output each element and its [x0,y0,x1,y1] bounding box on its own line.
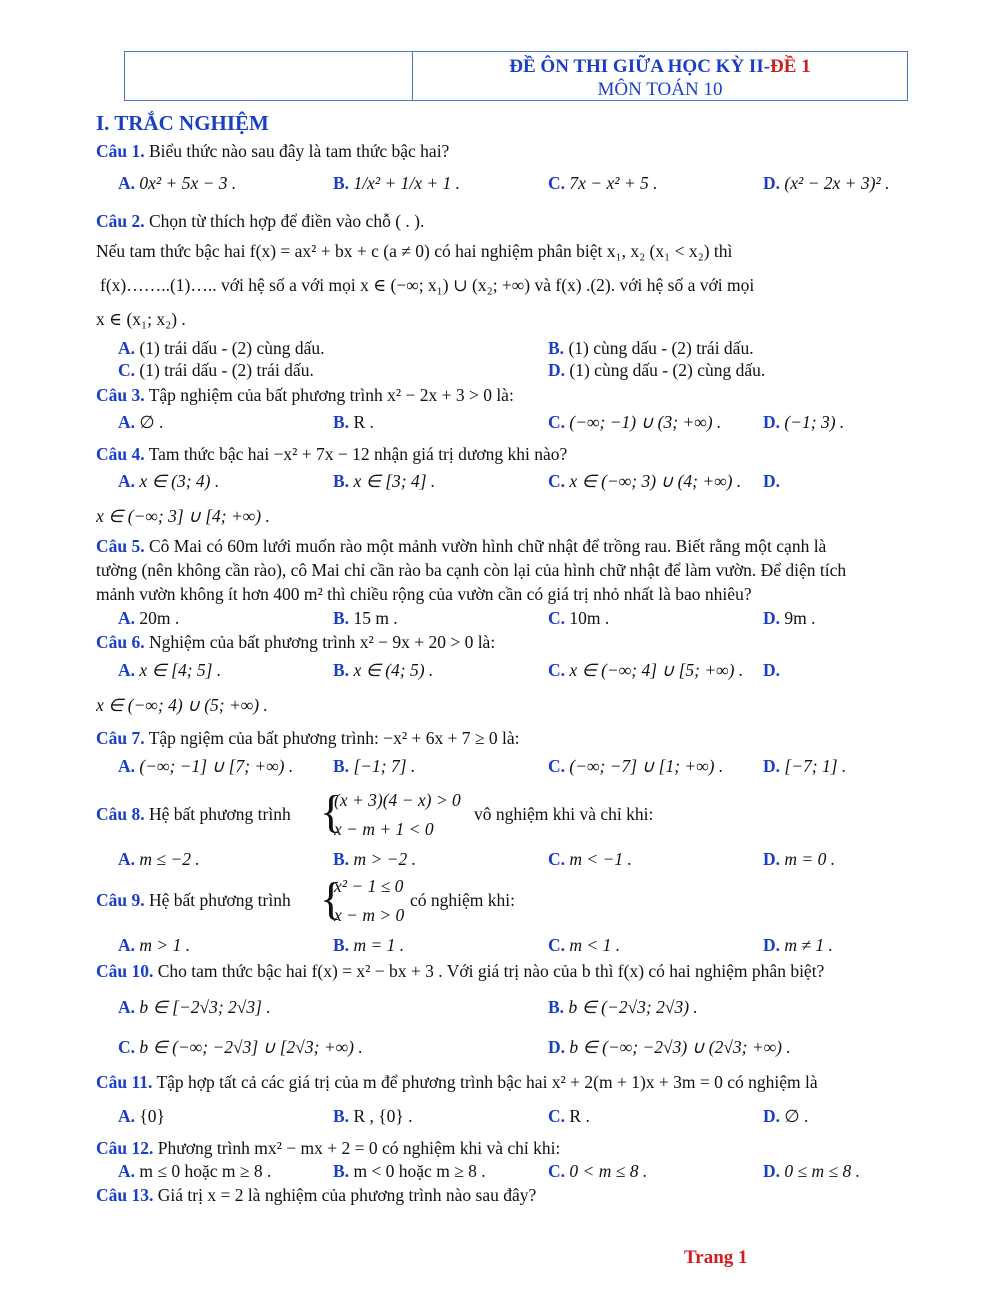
q1-option-d: D. (x² − 2x + 3)² . [763,173,890,193]
q9-system-2: x − m > 0 [334,905,405,925]
q9-system-1: x² − 1 ≤ 0 [334,876,404,896]
q11-option-a: A. {0} [118,1106,165,1126]
exam-subtitle: MÔN TOÁN 10 [597,79,723,100]
q7-option-c: C. (−∞; −7] ∪ [1; +∞) . [548,756,724,776]
exam-title: ĐỀ ÔN THI GIỮA HỌC KỲ II-ĐỀ 1 [509,56,811,77]
q2-option-d: D. (1) cùng dấu - (2) cùng dấu. [548,360,766,380]
question-12: Câu 12. Phương trình mx² − mx + 2 = 0 có nghiệm khi và chỉ khi: [96,1138,561,1158]
q8-post: vô nghiệm khi và chỉ khi: [474,804,654,824]
q8-option-b: B. m > −2 . [333,849,416,869]
q3-option-d: D. (−1; 3) . [763,412,845,432]
q7-option-b: B. [−1; 7] . [333,756,416,776]
q10-option-d: D. b ∈ (−∞; −2√3) ∪ (2√3; +∞) . [548,1037,791,1057]
question-2: Câu 2. Chọn từ thích hợp để điền vào chỗ ( . ). [96,211,425,231]
q12-option-b: B. m < 0 hoặc m ≥ 8 . [333,1161,486,1181]
question-4: Câu 4. Tam thức bậc hai −x² + 7x − 12 nhận giá trị dương khi nào? [96,444,568,464]
q9-option-b: B. m = 1 . [333,935,405,955]
q11-option-d: D. ∅ . [763,1106,809,1126]
q12-option-d: D. 0 ≤ m ≤ 8 . [763,1161,860,1181]
q5-option-b: B. 15 m . [333,608,398,628]
q5-option-c: C. 10m . [548,608,610,628]
q5-option-d: D. 9m . [763,608,816,628]
q6-option-a: A. x ∈ [4; 5] . [118,660,222,680]
q5-line-3: mảnh vườn không ít hơn 400 m² thì chiều rộng của vườn cần có giá trị nhỏ nhất là bao nhiêu? [96,584,752,604]
q9-post: có nghiệm khi: [410,890,515,910]
question-9: Câu 9. Hệ bất phương trình [96,890,291,910]
q1-option-b: B. 1/x² + 1/x + 1 . [333,173,461,193]
q9-option-c: C. m < 1 . [548,935,621,955]
q4-option-d: x ∈ (−∞; 3] ∪ [4; +∞) . [96,506,270,526]
q8-option-a: A. m ≤ −2 . [118,849,200,869]
q3-option-a: A. ∅ . [118,412,164,432]
q4-option-b: B. x ∈ [3; 4] . [333,471,436,491]
question-3: Câu 3. Tập nghiệm của bất phương trình x² − 2x + 3 > 0 là: [96,385,514,405]
q4-option-c: C. x ∈ (−∞; 3) ∪ (4; +∞) . [548,471,742,491]
q8-system-1: (x + 3)(4 − x) > 0 [334,790,461,810]
q6-option-c: C. x ∈ (−∞; 4] ∪ [5; +∞) . [548,660,744,680]
q2-line-2: f(x)……..(1)….. với hệ số a với mọi x ∈ (−∞; x₁) ∪ (x₂; +∞) và f(x) .(2). với hệ số a với mọi [100,275,755,295]
q3-option-c: C. (−∞; −1) ∪ (3; +∞) . [548,412,722,432]
question-1: Câu 1. Biểu thức nào sau đây là tam thức bậc hai? [96,141,450,161]
question-13: Câu 13. Giá trị x = 2 là nghiệm của phương trình nào sau đây? [96,1185,537,1205]
q2-line-1: Nếu tam thức bậc hai f(x) = ax² + bx + c (a ≠ 0) có hai nghiệm phân biệt x₁, x₂ (x₁ < x₂) thì [96,241,733,261]
q2-option-c: C. (1) trái dấu - (2) trái dấu. [118,360,314,380]
q9-option-a: A. m > 1 . [118,935,191,955]
q3-option-b: B. R . [333,412,374,432]
q1-option-a: A. 0x² + 5x − 3 . [118,173,237,193]
question-10: Câu 10. Cho tam thức bậc hai f(x) = x² − bx + 3 . Với giá trị nào của b thì f(x) có hai nghiệm phân biệt? [96,961,825,981]
question-8: Câu 8. Hệ bất phương trình [96,804,291,824]
q6-option-d-label: D. [763,660,781,680]
q4-option-a: A. x ∈ (3; 4) . [118,471,220,491]
q9-option-d: D. m ≠ 1 . [763,935,833,955]
question-6: Câu 6. Nghiệm của bất phương trình x² − 9x + 20 > 0 là: [96,632,496,652]
q2-line-3: x ∈ (x₁; x₂) . [96,309,186,329]
page-number: Trang 1 [684,1247,748,1268]
q8-brace: { [320,786,343,837]
q6-option-b: B. x ∈ (4; 5) . [333,660,434,680]
q5-line-2: tường (nên không cần rào), cô Mai chỉ cần rào ba cạnh còn lại của hình chữ nhật để làm vườn. Để diện tích [96,560,847,580]
q12-option-a: A. m ≤ 0 hoặc m ≥ 8 . [118,1161,272,1181]
q7-option-a: A. (−∞; −1] ∪ [7; +∞) . [118,756,294,776]
q12-option-c: C. 0 < m ≤ 8 . [548,1161,648,1181]
header-box [124,51,908,101]
question-5: Câu 5. Cô Mai có 60m lưới muốn rào một mảnh vườn hình chữ nhật để trồng rau. Biết rằng một cạnh là [96,536,827,556]
q2-option-a: A. (1) trái dấu - (2) cùng dấu. [118,338,325,358]
section-title: I. TRẮC NGHIỆM [96,111,269,135]
question-11: Câu 11. Tập hợp tất cả các giá trị của m để phương trình bậc hai x² + 2(m + 1)x + 3m = 0 có nghiệm là [96,1072,818,1092]
q6-option-d: x ∈ (−∞; 4) ∪ (5; +∞) . [96,695,268,715]
q8-option-c: C. m < −1 . [548,849,632,869]
q10-option-a: A. b ∈ [−2√3; 2√3] . [118,997,271,1017]
q11-option-b: B. R , {0} . [333,1106,413,1126]
q2-option-b: B. (1) cùng dấu - (2) trái dấu. [548,338,754,358]
q11-option-c: C. R . [548,1106,590,1126]
q4-option-d-label: D. [763,471,781,491]
q10-option-b: B. b ∈ (−2√3; 2√3) . [548,997,698,1017]
q8-system-2: x − m + 1 < 0 [334,819,434,839]
q9-brace: { [320,873,343,924]
question-7: Câu 7. Tập ngiệm của bất phương trình: −x² + 6x + 7 ≥ 0 là: [96,728,520,748]
q7-option-d: D. [−7; 1] . [763,756,847,776]
q8-option-d: D. m = 0 . [763,849,836,869]
q5-option-a: A. 20m . [118,608,180,628]
q10-option-c: C. b ∈ (−∞; −2√3] ∪ [2√3; +∞) . [118,1037,363,1057]
q1-option-c: C. 7x − x² + 5 . [548,173,658,193]
